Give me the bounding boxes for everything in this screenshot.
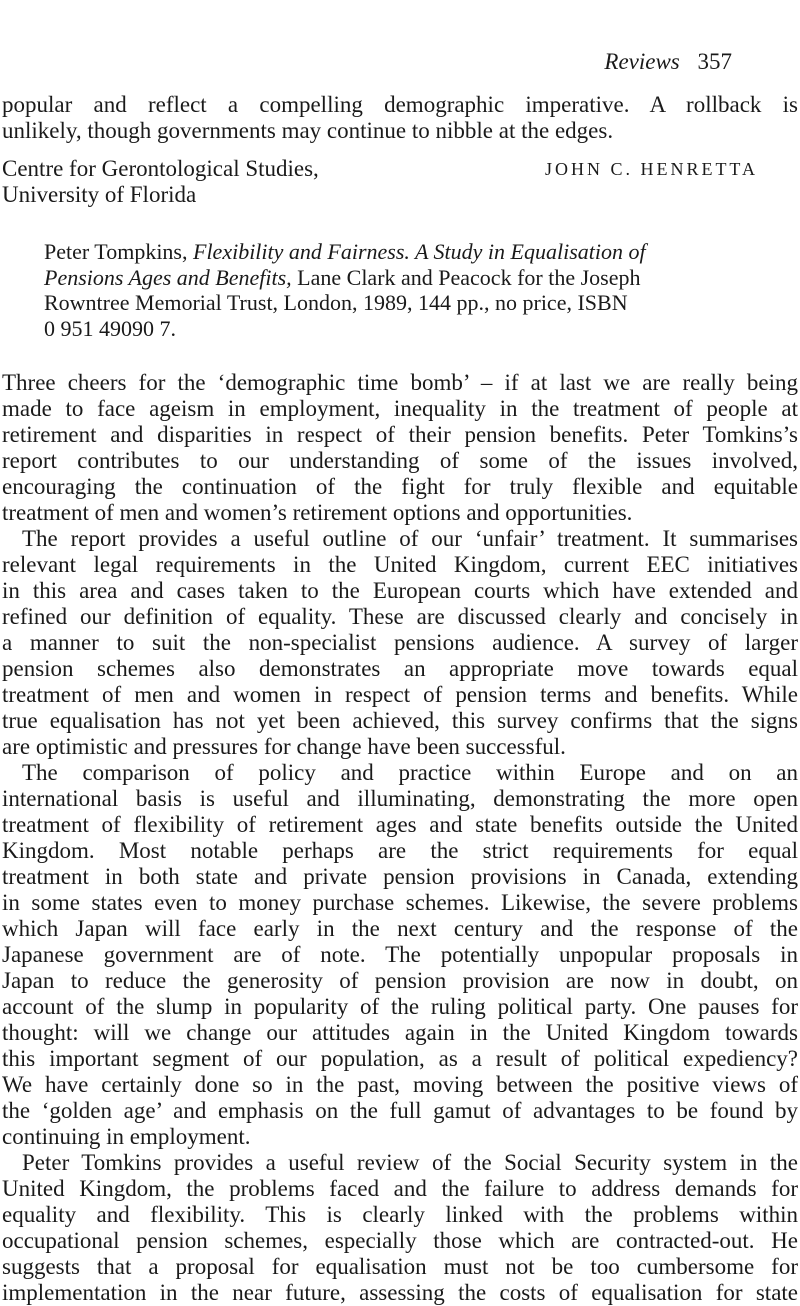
text-line: popular and reflect a compelling demographic imperative. A rollback is [2,92,798,117]
running-head-section: Reviews [604,49,680,74]
text-line: Japan to reduce the generosity of pension provision are now in doubt, on [2,968,798,993]
citation-publisher: Lane Clark and Peacock for the Joseph [291,264,641,290]
text-line: suggests that a proposal for equalisation must not be too cumbersome for [2,1254,798,1279]
text-line: international basis is useful and illuminating, demonstrating the more open [2,786,798,811]
text-line: Peter Tomkins provides a useful review of the Social Security system in the [22,1150,798,1175]
text-line: treatment of men and women’s retirement options and opportunities. [2,500,633,525]
affiliation-line: Centre for Gerontological Studies, [2,156,319,181]
book-citation [44,239,744,341]
text-line: Japanese government are of note. The potentially unpopular proposals in [2,942,798,967]
text-line: a manner to suit the non-specialist pensions audience. A survey of larger [2,630,798,655]
text-line: in this area and cases taken to the European courts which have extended and [2,578,798,603]
previous-review-ending [0,92,800,144]
affiliation-line: University of Florida [2,182,197,207]
citation-title: Pensions Ages and Benefits, [44,264,292,290]
page-number: 357 [697,49,732,74]
text-line: encouraging the continuation of the fight for truly flexible and equitable [2,474,798,499]
text-line: are optimistic and pressures for change have been successful. [2,734,566,759]
citation-author: Peter Tompkins, [44,239,188,264]
text-line: in some states even to money purchase schemes. Likewise, the severe problems [2,890,798,915]
review-body [0,370,800,1306]
text-line: refined our definition of equality. These are discussed clearly and concisely in [2,604,798,629]
paragraph [0,1150,800,1306]
text-line: United Kingdom, the problems faced and the failure to address demands for [2,1176,798,1201]
citation-line [44,265,744,291]
text-line: equality and flexibility. This is clearly linked with the problems within [2,1202,798,1227]
paragraph [0,370,800,526]
text-line: the ‘golden age’ and emphasis on the full gamut of advantages to be found by [2,1098,798,1123]
reviewer-name: JOHN C. HENRETTA [544,159,758,179]
citation-title: Flexibility and Fairness. A Study in Equalisation of [193,239,646,264]
text-line: occupational pension schemes, especially those which are contracted-out. He [2,1228,798,1253]
paragraph [0,760,800,1150]
text-line: The comparison of policy and practice within Europe and on an [22,760,798,785]
text-line: which Japan will face early in the next century and the response of the [2,916,798,941]
text-line: relevant legal requirements in the United Kingdom, current EEC initiatives [2,552,798,577]
text-line: We have certainly done so in the past, moving between the positive views of [2,1072,798,1097]
text-line: The report provides a useful outline of our ‘unfair’ treatment. It summarises [22,526,798,551]
text-line: Three cheers for the ‘demographic time bomb’ – if at last we are really being [2,370,798,395]
text-line: treatment of men and women in respect of pension terms and benefits. While [2,682,798,707]
paragraph [0,526,800,760]
text-line: treatment in both state and private pension provisions in Canada, extending [2,864,798,889]
text-line: pension schemes also demonstrates an appropriate move towards equal [2,656,798,681]
citation-line [44,239,744,265]
running-head [604,48,732,76]
text-line: retirement and disparities in respect of their pension benefits. Peter Tomkins’s [2,422,798,447]
text-line: unlikely, though governments may continue to nibble at the edges. [2,118,614,143]
text-line: made to face ageism in employment, inequality in the treatment of people at [2,396,798,421]
text-line: treatment of flexibility of retirement ages and state benefits outside the United [2,812,798,837]
text-line: thought: will we change our attitudes again in the United Kingdom towards [2,1020,798,1045]
text-line: account of the slump in popularity of the ruling political party. One pauses for [2,994,798,1019]
text-line: Kingdom. Most notable perhaps are the strict requirements for equal [2,838,798,863]
text-line: implementation in the near future, assessing the costs of equalisation for state [2,1280,798,1305]
citation-line: Rowntree Memorial Trust, London, 1989, 144 pp., no price, ISBN [44,290,628,315]
text-line: this important segment of our population, as a result of political expediency? [2,1046,798,1071]
text-line: continuing in employment. [2,1124,251,1149]
citation-line: 0 951 49090 7. [44,315,176,341]
text-line: true equalisation has not yet been achieved, this survey confirms that the signs [2,708,798,733]
text-line: report contributes to our understanding of some of the issues involved, [2,448,798,473]
